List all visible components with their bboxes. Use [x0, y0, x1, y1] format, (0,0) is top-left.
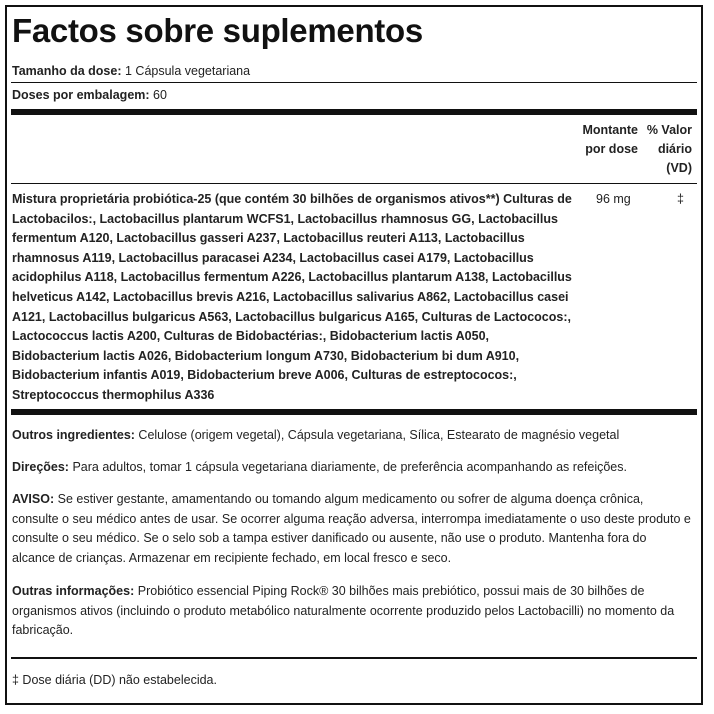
- servings-per-container-label: Doses por embalagem:: [12, 88, 150, 102]
- divider-thick: [11, 109, 697, 115]
- servings-per-container-row: [12, 88, 167, 102]
- directions-label: Direções:: [12, 460, 69, 474]
- servings-per-container-value: 60: [153, 88, 167, 102]
- panel-title: Factos sobre suplementos: [12, 12, 423, 49]
- divider-thin: [11, 82, 697, 83]
- divider-medium: [11, 657, 697, 659]
- footnote: ‡ Dose diária (DD) não estabelecida.: [12, 673, 217, 687]
- other-information-text: Probiótico essencial Piping Rock® 30 bilhões mais prebiótico, possui mais de 30 bilhões de organismos ativos (incluindo o produto metabólico naturalmente ocorrente produzido pelos Lactobacilli) no momento da fabricação.: [12, 584, 675, 638]
- warning: [12, 490, 692, 568]
- amount-per-serving-header: Montante por dose: [582, 123, 638, 156]
- other-information: [12, 582, 692, 641]
- blend-amount: 96 mg: [596, 192, 631, 206]
- other-ingredients-label: Outros ingredientes:: [12, 428, 135, 442]
- serving-size-label: Tamanho da dose:: [12, 64, 122, 78]
- divider-thick: [11, 409, 697, 415]
- warning-label: AVISO:: [12, 492, 55, 506]
- serving-size-row: [12, 64, 250, 78]
- daily-value-header: % Valor diário (VD): [646, 123, 692, 175]
- directions: [12, 458, 692, 478]
- other-ingredients: [12, 426, 692, 446]
- other-ingredients-text: Celulose (origem vegetal), Cápsula vegetariana, Sílica, Estearato de magnésio vegetal: [138, 428, 620, 442]
- probiotic-blend-text: Mistura proprietária probiótica-25 (que contém 30 bilhões de organismos ativos**) Culturas de Lactobacilos:, Lactobacillus plantarum WCFS1, Lactobacillus rhamnosus GG, Lactobacillus fermentum A120, Lactobacillus gasseri A237, Lactobacillus reuteri A113, Lactobacillus rhamnosus A119, Lactobacillus paracasei A234, Lactobacillus casei A179, Lactobacillus acidophilus A118, Lactobacillus fermentum A226, Lactobacillus plantarum A138, Lactobacillus helveticus A142, Lactobacillus brevis A216, Lactobacillus salivarius A862, Lactobacillus casei A121, Lactobacillus bulgaricus A563, Lactobacillus bulgaricus A165, Culturas de Lactococos:, Lactococcus lactis A200, Culturas de Bidobactérias:, Bidobacterium lactis A050, Bidobacterium lactis A026, Bidobacterium longum A730, Bidobacterium bi dum A910, Bidobacterium infantis A019, Bidobacterium breve A006, Culturas de estreptococos:, Streptococcus thermophilus A336: [12, 192, 572, 402]
- blend-daily-value: ‡: [677, 192, 684, 206]
- warning-text: Se estiver gestante, amamentando ou tomando algum medicamento ou sofrer de alguma doença crônica, consulte o seu médico antes de usar. Se ocorrer alguma reação adversa, interrompa imediatamente o uso deste produto e consulte o seu médico. Se o selo sob a tampa estiver danificado ou ausente, não use o produto. Mantenha fora do alcance de crianças. Armazenar em recipiente fechado, em local fresco e seco.: [12, 492, 691, 565]
- divider-thin: [11, 183, 697, 184]
- directions-text: Para adultos, tomar 1 cápsula vegetariana diariamente, de preferência acompanhando as refeições.: [72, 460, 627, 474]
- other-information-label: Outras informações:: [12, 584, 135, 598]
- serving-size-value: 1 Cápsula vegetariana: [125, 64, 251, 78]
